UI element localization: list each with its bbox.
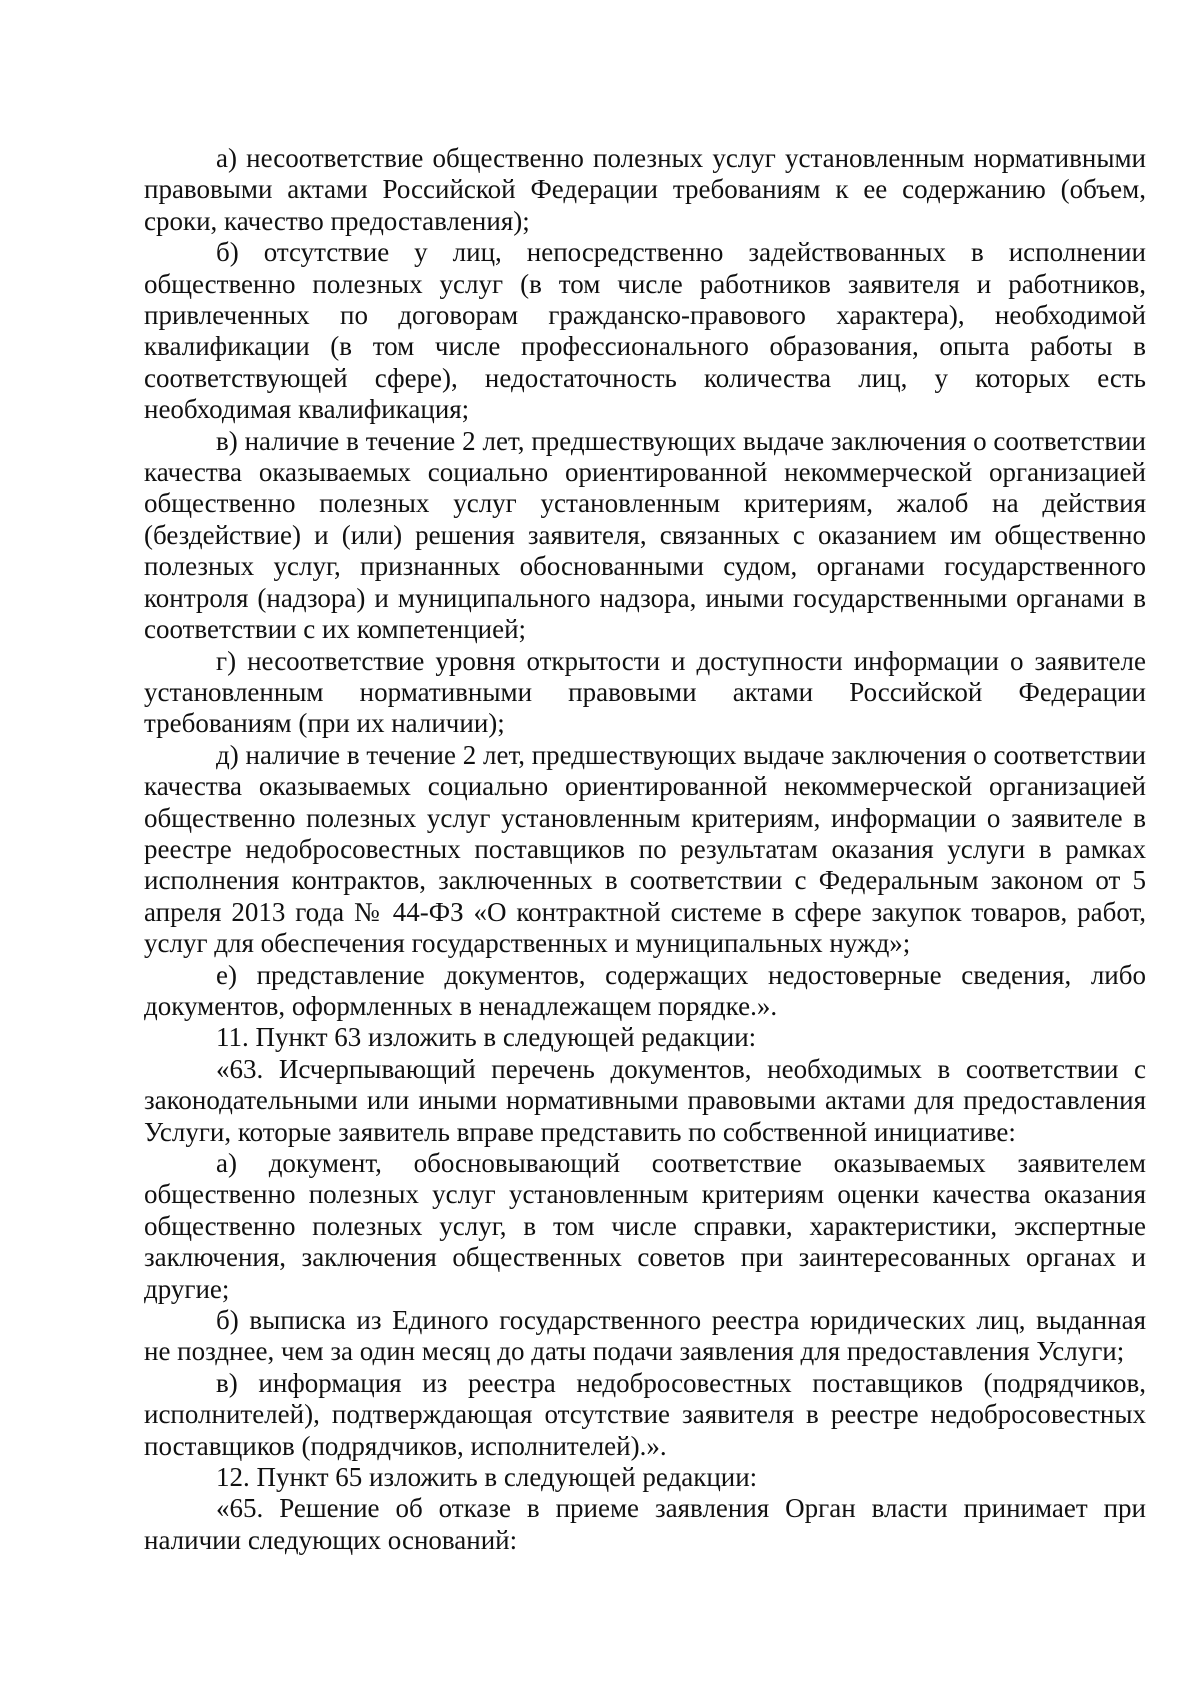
- paragraph-item-v-2: в) информация из реестра недобросовестных поставщиков (подрядчиков, исполнителей), подтверждающая отсутствие заявителя в реестре недобросовестных поставщиков (подрядчиков, исполнителей).».: [144, 1367, 1146, 1461]
- paragraph-item-b-2: б) выписка из Единого государственного реестра юридических лиц, выданная не позднее, чем за один месяц до даты подачи заявления для предоставления Услуги;: [144, 1305, 1146, 1367]
- paragraph-item-v-1: в) наличие в течение 2 лет, предшествующих выдаче заключения о соответствии качества оказываемых социально ориентированной некоммерческой организацией общественно полезных услуг установленным критериям, жалоб на действия (бездействие) и (или) решения заявителя, связанных с оказанием им общественно полезных услуг, признанных обоснованными судом, органами государственного контроля (надзора) и муниципального надзора, иными государственными органами в соответствии с их компетенцией;: [144, 425, 1146, 645]
- paragraph-item-e: е) представление документов, содержащих недостоверные сведения, либо документов, оформленных в ненадлежащем порядке.».: [144, 959, 1146, 1021]
- paragraph-item-a-1: а) несоответствие общественно полезных услуг установленным нормативными правовыми актами Российской Федерации требованиям к ее содержанию (объем, сроки, качество предоставления);: [144, 143, 1146, 236]
- paragraph-clause-63: «63. Исчерпывающий перечень документов, необходимых в соответствии с законодательными или иными нормативными правовыми актами для предоставления Услуги, которые заявитель вправе представить по собственной инициативе:: [144, 1053, 1146, 1147]
- paragraph-point-12: 12. Пункт 65 изложить в следующей редакции:: [216, 1462, 758, 1493]
- paragraph-item-a-2: а) документ, обосновывающий соответствие оказываемых заявителем общественно полезных услуг установленным критериям оценки качества оказания общественно полезных услуг, в том числе справки, характеристики, экспертные заключения, заключения общественных советов при заинтересованных органах и другие;: [144, 1148, 1146, 1304]
- paragraph-item-g: г) несоответствие уровня открытости и доступности информации о заявителе установленным нормативными правовыми актами Российской Федерации требованиям (при их наличии);: [144, 645, 1146, 739]
- document-page: [144, 143, 1146, 1556]
- paragraph-clause-65: «65. Решение об отказе в приеме заявления Орган власти принимает при наличии следующих оснований:: [144, 1493, 1146, 1555]
- paragraph-item-d: д) наличие в течение 2 лет, предшествующих выдаче заключения о соответствии качества оказываемых социально ориентированной некоммерческой организацией общественно полезных услуг установленным критериям, информации о заявителе в реестре недобросовестных поставщиков по результатам оказания услуги в рамках исполнения контрактов, заключенных в соответствии с Федеральным законом от 5 апреля 2013 года № 44-ФЗ «О контрактной системе в сфере закупок товаров, работ, услуг для обеспечения государственных и муниципальных нужд»;: [144, 739, 1146, 959]
- paragraph-item-b-1: б) отсутствие у лиц, непосредственно задействованных в исполнении общественно полезных услуг (в том числе работников заявителя и работников, привлеченных по договорам гражданско-правового характера), необходимой квалификации (в том числе профессионального образования, опыта работы в соответствующей сфере), недостаточность количества лиц, у которых есть необходимая квалификация;: [144, 237, 1146, 425]
- paragraph-point-11: 11. Пункт 63 изложить в следующей редакции:: [216, 1022, 757, 1053]
